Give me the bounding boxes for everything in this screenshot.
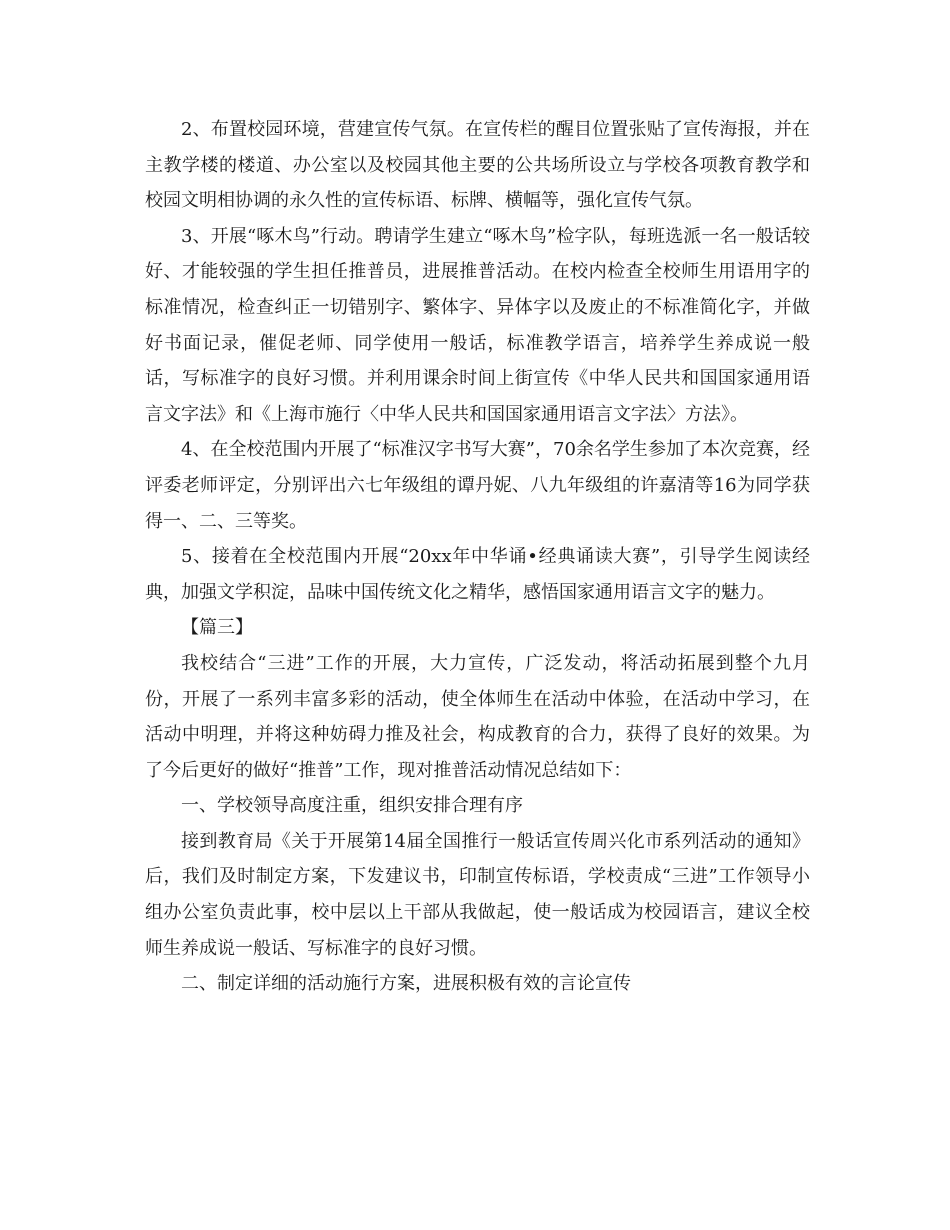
paragraph-intro: 我校结合“三进”工作的开展，大力宣传，广泛发动，将活动拓展到整个九月份，开展了一系列丰富多彩的活动，使全体师生在活动中体验，在活动中学习，在活动中明理，并将这种妨碍力推及社会，构成教育的合力，获得了良好的效果。为了今后更好的做好“推普”工作，现对推普活动情况总结如下： (145, 652, 810, 781)
section-heading-one: 一、学校领导高度注重，组织安排合理有序 (181, 795, 523, 817)
paragraph-item-5: 5、接着在全校范围内开展“20xx年中华诵•经典诵读大赛”，引导学生阅读经典，加强文学积淀，品味中国传统文化之精华，感悟国家通用语言文字的魅力。 (145, 546, 810, 603)
section-heading-part-three: 【篇三】 (181, 617, 253, 639)
document-body (145, 112, 810, 1002)
paragraph-item-2: 2、布置校园环境，营建宣传气氛。在宣传栏的醒目位置张贴了宣传海报，并在主教学楼的楼道、办公室以及校园其他主要的公共场所设立与学校各项教育教学和校园文明相协调的永久性的宣传标语、标牌、横幅等，强化宣传气氛。 (145, 119, 810, 212)
section-heading-two: 二、制定详细的活动施行方案，进展积极有效的言论宣传 (181, 973, 631, 995)
paragraph-item-4: 4、在全校范围内开展了“标准汉字书写大赛”，70余名学生参加了本次竞赛，经评委老师评定，分别评出六七年级组的谭丹妮、八九年级组的许嘉清等16为同学获得一、二、三等奖。 (145, 439, 810, 532)
paragraph-item-3: 3、开展“啄木鸟”行动。聘请学生建立“啄木鸟”检字队，每班选派一名一般话较好、才能较强的学生担任推普员，进展推普活动。在校内检查全校师生用语用字的标准情况，检查纠正一切错别字、繁体字、异体字以及废止的不标准简化字，并做好书面记录，催促老师、同学使用一般话，标准教学语言，培养学生养成说一般话，写标准字的良好习惯。并利用课余时间上街宣传《中华人民共和国国家通用语言文字法》和《上海市施行〈中华人民共和国国家通用语言文字法〉方法》。 (145, 225, 810, 425)
paragraph-section-one: 接到教育局《关于开展第14届全国推行一般话宣传周兴化市系列活动的通知》后，我们及时制定方案，下发建议书，印制宣传标语，学校责成“三进”工作领导小组办公室负责此事，校中层以上干部从我做起，使一般话成为校园语言，建议全校师生养成说一般话、写标准字的良好习惯。 (145, 830, 810, 959)
